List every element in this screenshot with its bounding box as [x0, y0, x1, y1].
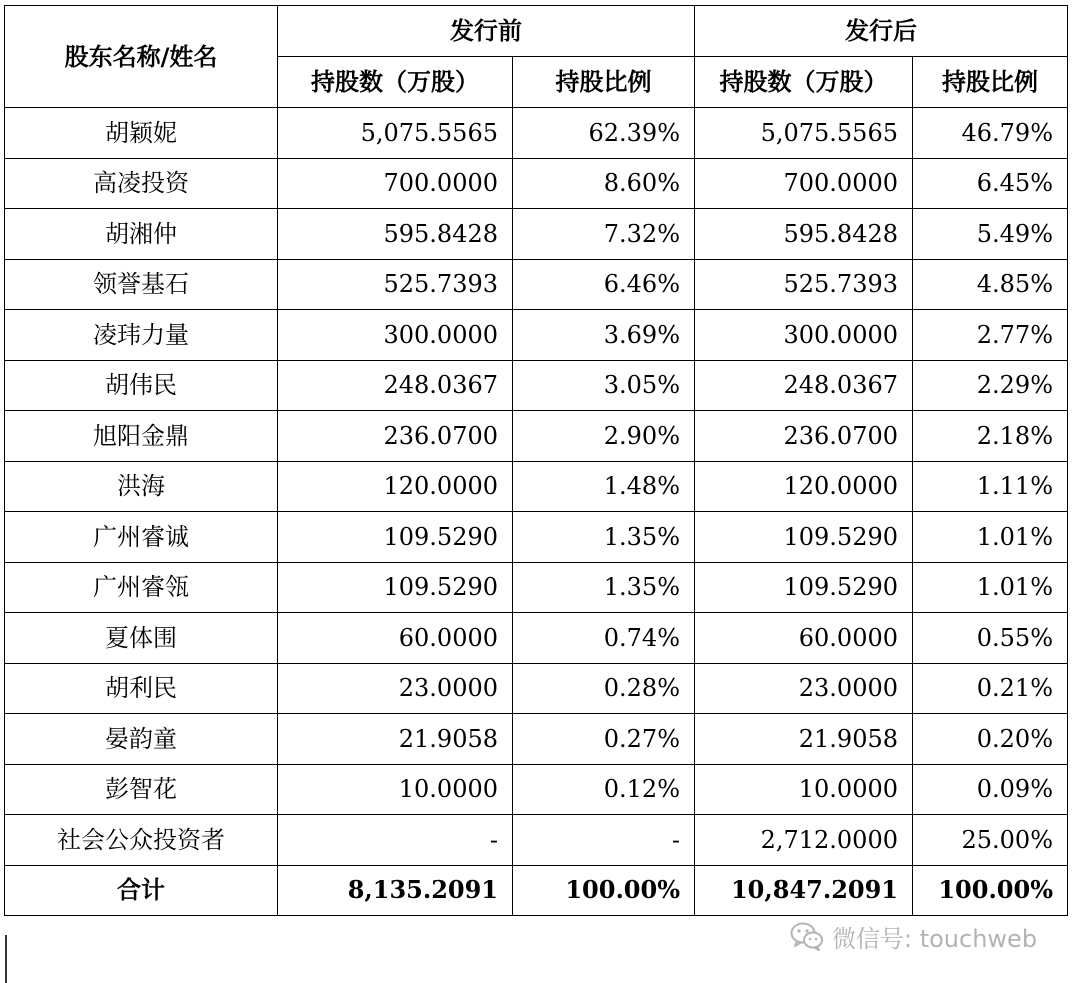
- shareholder-name-cell: 洪海: [5, 461, 278, 512]
- total-row: [5, 865, 1068, 916]
- pre-shares-cell: 5,075.5565: [278, 108, 513, 159]
- post-shares-cell: 109.5290: [695, 562, 913, 613]
- post-shares-cell: 236.0700: [695, 411, 913, 462]
- pre-shares-cell: 109.5290: [278, 512, 513, 563]
- post-shares-cell: 21.9058: [695, 714, 913, 765]
- shareholder-name-cell: 胡利民: [5, 663, 278, 714]
- post-ratio-cell: 5.49%: [913, 209, 1068, 260]
- table-row: [5, 613, 1068, 664]
- pre-ratio-cell: 0.27%: [513, 714, 695, 765]
- shareholder-name-cell: 领誉基石: [5, 259, 278, 310]
- table-row: [5, 108, 1068, 159]
- table-row: [5, 259, 1068, 310]
- shareholder-name-cell: 晏韵童: [5, 714, 278, 765]
- pre-shares-cell: 525.7393: [278, 259, 513, 310]
- shareholder-name-cell: 旭阳金鼎: [5, 411, 278, 462]
- pre-shares-cell: 60.0000: [278, 613, 513, 664]
- table-row: [5, 209, 1068, 260]
- pre-ratio-cell: 1.48%: [513, 461, 695, 512]
- post-shares-header: 持股数（万股）: [695, 57, 913, 108]
- post-ratio-cell: 2.18%: [913, 411, 1068, 462]
- table-row: [5, 512, 1068, 563]
- pre-shares-cell: 10.0000: [278, 764, 513, 815]
- post-shares-cell: 595.8428: [695, 209, 913, 260]
- post-ratio-cell: 46.79%: [913, 108, 1068, 159]
- post-ratio-cell: 0.55%: [913, 613, 1068, 664]
- pre-shares-cell: 109.5290: [278, 562, 513, 613]
- total-pre-ratio-cell: 100.00%: [513, 865, 695, 916]
- post-ratio-cell: 2.29%: [913, 360, 1068, 411]
- pre-shares-cell: 700.0000: [278, 158, 513, 209]
- pre-ratio-cell: 62.39%: [513, 108, 695, 159]
- total-post-shares-cell: 10,847.2091: [695, 865, 913, 916]
- table-row: [5, 714, 1068, 765]
- post-ratio-cell: 0.20%: [913, 714, 1068, 765]
- pre-shares-cell: 236.0700: [278, 411, 513, 462]
- shareholder-name-cell: 胡颖妮: [5, 108, 278, 159]
- shareholder-name-cell: 社会公众投资者: [5, 815, 278, 866]
- table-row: [5, 158, 1068, 209]
- pre-shares-header: 持股数（万股）: [278, 57, 513, 108]
- shareholder-name-cell: 胡湘仲: [5, 209, 278, 260]
- post-shares-cell: 5,075.5565: [695, 108, 913, 159]
- post-ratio-cell: 25.00%: [913, 815, 1068, 866]
- pre-ratio-header: 持股比例: [513, 57, 695, 108]
- post-ratio-header: 持股比例: [913, 57, 1068, 108]
- post-ratio-cell: 2.77%: [913, 310, 1068, 361]
- post-shares-cell: 120.0000: [695, 461, 913, 512]
- watermark-text: 微信号: touchweb: [832, 924, 1038, 953]
- pre-shares-cell: 300.0000: [278, 310, 513, 361]
- pre-ratio-cell: 7.32%: [513, 209, 695, 260]
- post-ratio-cell: 0.21%: [913, 663, 1068, 714]
- post-ratio-cell: 6.45%: [913, 158, 1068, 209]
- table-row: [5, 764, 1068, 815]
- page-edge-mark: [5, 935, 7, 983]
- total-shareholder-name-cell: 合计: [5, 865, 278, 916]
- wechat-icon: [790, 921, 824, 951]
- pre-shares-cell: -: [278, 815, 513, 866]
- post-shares-cell: 23.0000: [695, 663, 913, 714]
- table-row: [5, 663, 1068, 714]
- post-shares-cell: 248.0367: [695, 360, 913, 411]
- total-pre-shares-cell: 8,135.2091: [278, 865, 513, 916]
- post-shares-cell: 60.0000: [695, 613, 913, 664]
- table-body: [5, 108, 1068, 916]
- post-issue-header: 发行后: [695, 6, 1068, 57]
- post-shares-cell: 525.7393: [695, 259, 913, 310]
- post-ratio-cell: 1.01%: [913, 562, 1068, 613]
- shareholder-name-cell: 广州睿瓴: [5, 562, 278, 613]
- pre-shares-cell: 248.0367: [278, 360, 513, 411]
- post-ratio-cell: 0.09%: [913, 764, 1068, 815]
- watermark: [790, 918, 1037, 954]
- pre-shares-cell: 23.0000: [278, 663, 513, 714]
- shareholder-name-cell: 广州睿诚: [5, 512, 278, 563]
- pre-ratio-cell: 3.05%: [513, 360, 695, 411]
- pre-ratio-cell: 1.35%: [513, 562, 695, 613]
- table-row: [5, 310, 1068, 361]
- pre-shares-cell: 595.8428: [278, 209, 513, 260]
- shareholder-name-cell: 凌玮力量: [5, 310, 278, 361]
- table-row: [5, 461, 1068, 512]
- pre-issue-header: 发行前: [278, 6, 695, 57]
- post-shares-cell: 109.5290: [695, 512, 913, 563]
- table-row: [5, 815, 1068, 866]
- shareholder-name-cell: 夏体围: [5, 613, 278, 664]
- pre-ratio-cell: 0.28%: [513, 663, 695, 714]
- total-post-ratio-cell: 100.00%: [913, 865, 1068, 916]
- pre-ratio-cell: 2.90%: [513, 411, 695, 462]
- pre-shares-cell: 120.0000: [278, 461, 513, 512]
- table-row: [5, 411, 1068, 462]
- post-shares-cell: 300.0000: [695, 310, 913, 361]
- pre-ratio-cell: 1.35%: [513, 512, 695, 563]
- shareholder-name-cell: 高凌投资: [5, 158, 278, 209]
- pre-ratio-cell: 6.46%: [513, 259, 695, 310]
- header-row-groups: [5, 6, 1068, 57]
- post-shares-cell: 700.0000: [695, 158, 913, 209]
- table-row: [5, 562, 1068, 613]
- post-ratio-cell: 1.11%: [913, 461, 1068, 512]
- shareholder-name-cell: 胡伟民: [5, 360, 278, 411]
- pre-ratio-cell: -: [513, 815, 695, 866]
- post-shares-cell: 2,712.0000: [695, 815, 913, 866]
- post-ratio-cell: 1.01%: [913, 512, 1068, 563]
- pre-ratio-cell: 0.12%: [513, 764, 695, 815]
- pre-shares-cell: 21.9058: [278, 714, 513, 765]
- pre-ratio-cell: 0.74%: [513, 613, 695, 664]
- pre-ratio-cell: 3.69%: [513, 310, 695, 361]
- post-ratio-cell: 4.85%: [913, 259, 1068, 310]
- shareholder-name-cell: 彭智花: [5, 764, 278, 815]
- pre-ratio-cell: 8.60%: [513, 158, 695, 209]
- shareholder-name-header: 股东名称/姓名: [5, 6, 278, 108]
- table-row: [5, 360, 1068, 411]
- shareholding-table: [4, 5, 1068, 916]
- post-shares-cell: 10.0000: [695, 764, 913, 815]
